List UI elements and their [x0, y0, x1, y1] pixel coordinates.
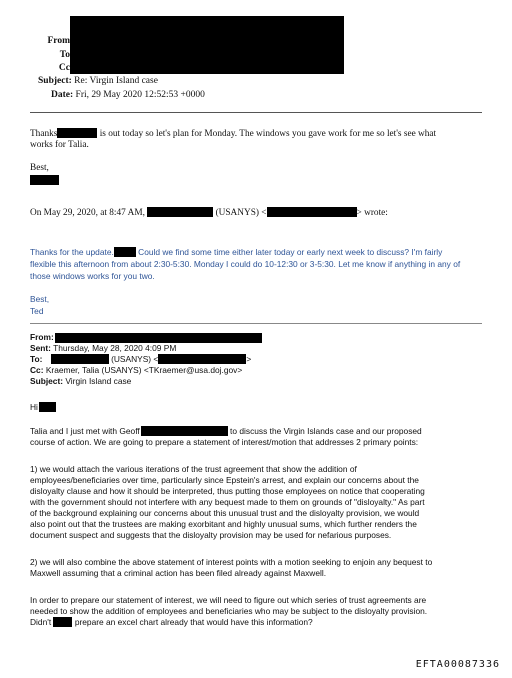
- reply-closing: Best,: [30, 163, 49, 173]
- subject-value: Re: Virgin Island case: [74, 76, 158, 86]
- fwd-p2-line-1: 1) we would attach the various iterations of the trust agreement that show the addition of: [30, 464, 357, 474]
- fwd-p4-end: prepare an excel chart already that would have this information?: [74, 617, 313, 627]
- reply-thanks: Thanks: [30, 129, 58, 139]
- fwd-p2-line-6: also point out that the trustees are making exorbitant and highly unusual sums, which further renders the: [30, 519, 417, 529]
- fwd-to-label: To:: [30, 354, 43, 364]
- quoted-closing: Best,: [30, 294, 50, 304]
- fwd-cc-value: Kraemer, Talia (USANYS) <TKraemer@usa.doj.gov>: [45, 365, 243, 375]
- fwd-subject-label: Subject:: [30, 376, 64, 386]
- redaction-signature: [30, 175, 59, 185]
- fwd-p2-line-3: disloyalty clause and how it should be interpreted, thus putting those employees on notice that cooperating: [30, 486, 425, 496]
- fwd-p2-line-5: of the background explaining our concerns about this unusual trust and the disloyalty provision, we would: [30, 508, 420, 518]
- fwd-to-office: (USANYS) <: [111, 354, 159, 364]
- fwd-p4-line-3: [30, 617, 313, 628]
- redaction: [39, 402, 56, 412]
- fwd-from-row: [30, 332, 54, 343]
- fwd-sent-row: [30, 343, 176, 354]
- fwd-p1-line-2: course of action. We are going to prepare a statement of interest/motion that addresses 2 primary points:: [30, 437, 419, 447]
- redaction: [141, 426, 228, 436]
- fwd-p1-end: to discuss the Virgin Islands case and our proposed: [230, 426, 422, 436]
- fwd-to-row: [30, 354, 251, 365]
- fwd-p4-line-1: In order to prepare our statement of interest, we will need to figure out which series of trust agreements are: [30, 595, 427, 605]
- redaction: [57, 128, 97, 138]
- quote-attribution: [30, 207, 388, 219]
- attribution-wrote: > wrote:: [356, 208, 388, 218]
- redaction-header-block: [70, 16, 344, 74]
- fwd-p2-line-4: with the government should not interfere with any bequest made to them on grounds of "disloyalty." As part: [30, 497, 425, 507]
- fwd-subject-value: Virgin Island case: [65, 376, 132, 386]
- reply-line-1-text: is out today so let's plan for Monday. The windows you gave work for me so let's see what: [99, 129, 437, 139]
- fwd-p1-start: Talia and I just met with Geoff: [30, 426, 140, 436]
- fwd-p3-line-1: 2) we will also combine the above statement of interest points with a motion seeking to enjoin any bequest to: [30, 557, 433, 567]
- attribution-date: On May 29, 2020, at 8:47 AM,: [30, 208, 145, 218]
- redaction: [114, 247, 136, 257]
- fwd-subject-row: [30, 376, 131, 387]
- redaction: [267, 207, 357, 217]
- quoted-line-1: [30, 247, 442, 258]
- fwd-cc-row: [30, 365, 242, 376]
- to-label: To: [59, 50, 70, 60]
- fwd-sent-label: Sent:: [30, 343, 51, 353]
- fwd-p4-line-2: needed to show the addition of employees and beneficiaries who may be subject to the disloyalty provision.: [30, 606, 428, 616]
- date-value: Fri, 29 May 2020 12:52:53 +0000: [75, 90, 205, 100]
- quoted-signature: Ted: [30, 306, 44, 316]
- fwd-p4-start: Didn't: [30, 617, 52, 627]
- date-label: Date:: [51, 90, 74, 100]
- reply-line-1: [30, 128, 436, 140]
- fwd-cc-label: Cc:: [30, 365, 44, 375]
- attribution-office: (USANYS) <: [215, 208, 267, 218]
- fwd-greeting-text: Hi: [30, 402, 38, 412]
- fwd-p2-line-2: employees/beneficiaries over time, particularly since Epstein's arrest, and explain our concerns about the: [30, 475, 419, 485]
- redaction: [158, 354, 246, 364]
- quoted-line-3: those windows works for you two.: [30, 271, 155, 281]
- fwd-greeting: [30, 402, 56, 413]
- reply-line-2: works for Talia.: [30, 140, 89, 150]
- subject-label: Subject:: [38, 76, 72, 86]
- quoted-thanks: Thanks for the update.: [30, 247, 114, 257]
- cc-label: Cc: [58, 63, 70, 73]
- from-label: From: [47, 36, 70, 46]
- redaction: [147, 207, 213, 217]
- header-divider: [30, 112, 482, 113]
- fwd-to-end: >: [246, 354, 252, 364]
- date-row: [51, 90, 205, 100]
- fwd-from-label: From:: [30, 332, 54, 342]
- redaction-fwd-from: [55, 333, 262, 343]
- redaction: [53, 617, 72, 627]
- fwd-p1-line-1: [30, 426, 422, 437]
- fwd-p3-line-2: Maxwell assuming that a criminal action has been filed already against Maxwell.: [30, 568, 327, 578]
- fwd-p2-line-7: document suspect and suggests that the disloyalty provision may be used for nefarious purposes.: [30, 530, 392, 540]
- redaction: [51, 354, 109, 364]
- quoted-line-1-text: Could we find some time either later today or early next week to discuss? I'm fairly: [138, 247, 443, 257]
- fwd-sent-value: Thursday, May 28, 2020 4:09 PM: [53, 343, 177, 353]
- forward-divider: [30, 323, 482, 324]
- quoted-line-2: flexible this afternoon from about 2:30-5:30. Monday I could do 10-12:30 or 3-5:30. Let me know if anything in any of: [30, 259, 461, 269]
- document-id: EFTA00087336: [415, 659, 500, 670]
- subject-row: [38, 76, 158, 86]
